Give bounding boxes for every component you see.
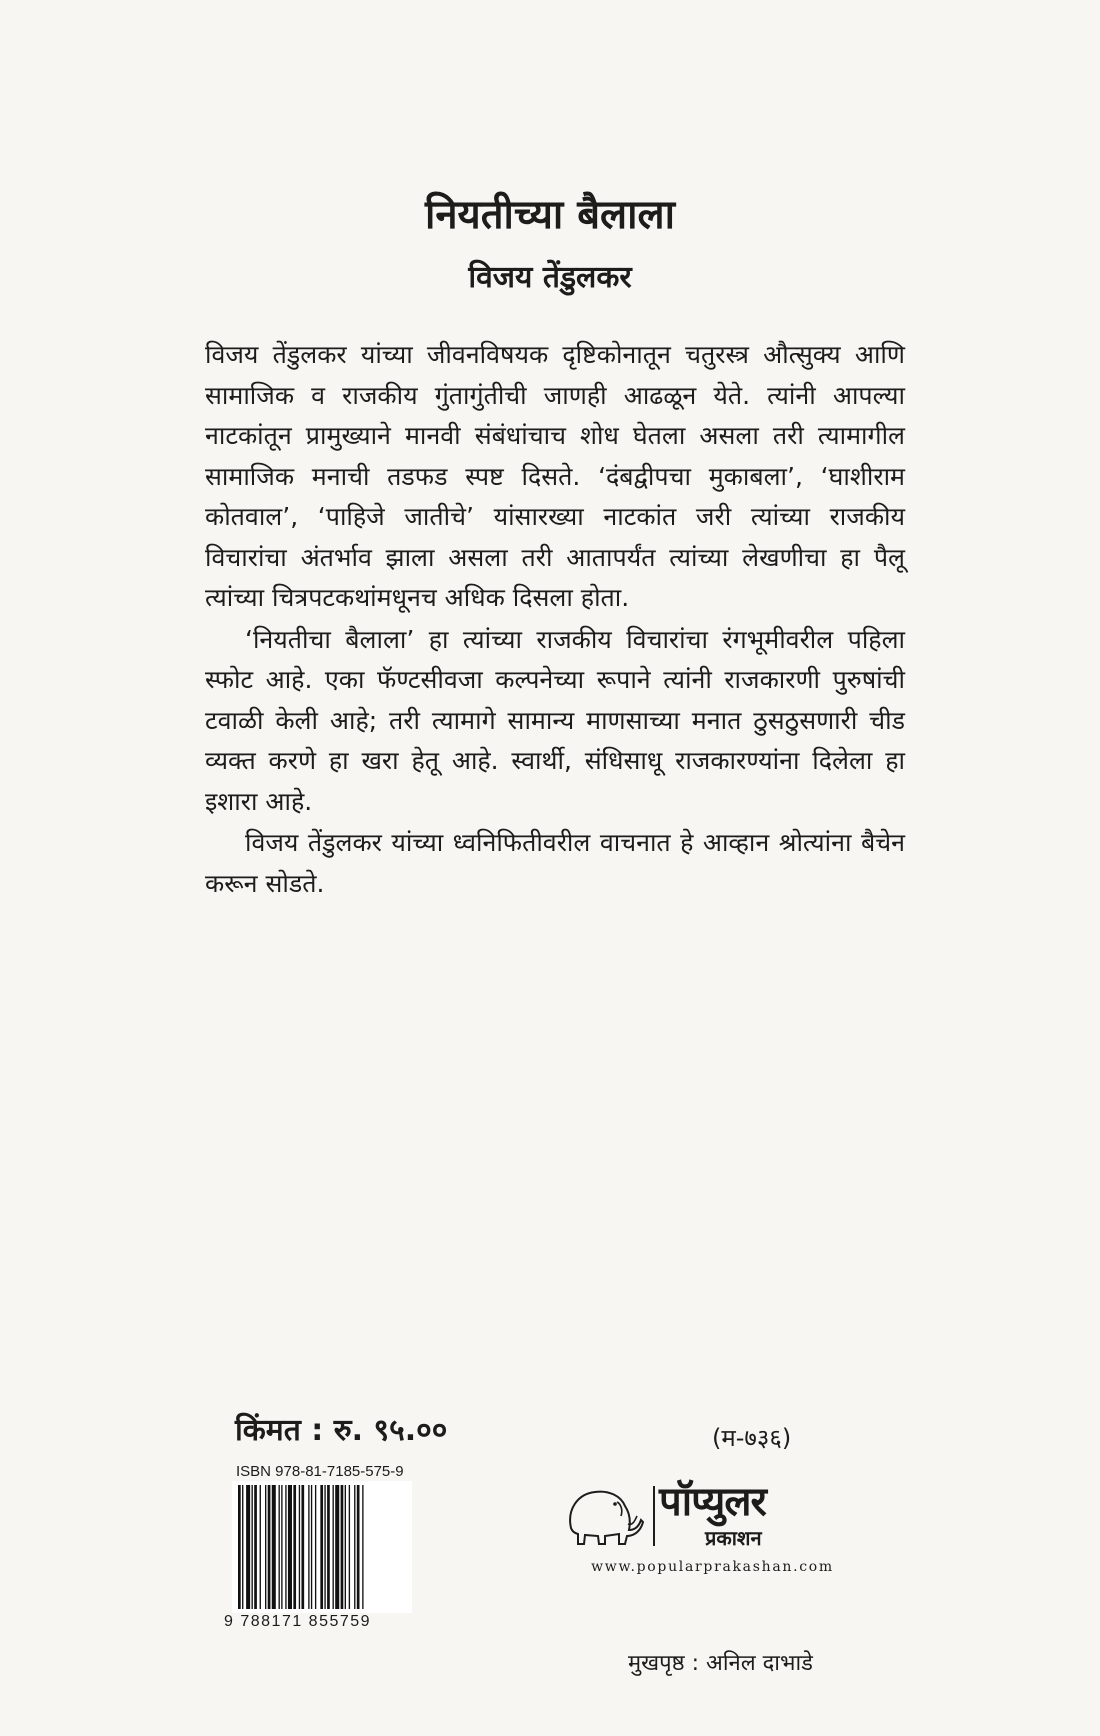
barcode-bar <box>301 1485 304 1609</box>
barcode-digits: 9 788171 855759 <box>224 1613 372 1630</box>
barcode-bar <box>345 1485 346 1609</box>
barcode-bar <box>254 1485 257 1609</box>
barcode-bar <box>242 1485 243 1609</box>
blurb-paragraph: ‘नियतीचा बैलाला’ हा त्यांच्या राजकीय विचारांचा रंगभूमीवरील पहिला स्फोट आहे. एका फॅण्टसीवजा कल्पनेच्या रूपाने त्यांनी राजकारणी पुरुषांची टवाळी केली आहे; तरी त्यामागे सामान्य माणसाच्या मनात ठुसठुसणारी चीड व्यक्त करणे हा खरा हेतू आहे. स्वार्थी, संधिसाधू राजकारण्यांना दिलेला हा इशारा आहे. <box>205 624 905 816</box>
barcode-bar <box>285 1485 286 1609</box>
publisher-logo[interactable] <box>565 1480 860 1580</box>
isbn-label: ISBN 978-81-7185-575-9 <box>236 1463 404 1480</box>
barcode-bar <box>315 1485 316 1609</box>
barcode-bar <box>357 1485 360 1609</box>
barcode <box>232 1481 412 1613</box>
elephant-icon <box>565 1480 645 1546</box>
publisher-divider <box>653 1486 655 1546</box>
book-title: नियतीच्या बैलाला <box>424 192 676 238</box>
publisher-url[interactable]: www.popularprakashan.com <box>591 1559 834 1575</box>
barcode-bar <box>268 1485 271 1609</box>
barcode-bar <box>311 1485 312 1609</box>
blurb-paragraph: विजय तेंडुलकर यांच्या जीवनविषयक दृष्टिकोनातून चतुरस्त्र औत्सुक्य आणि सामाजिक व राजकीय गुंतागुंतीची जाणही आढळून येते. त्यांनी आपल्या नाटकांतून प्रामुख्याने मानवी संबंधांचाच शोध घेतला असला तरी त्यामागील सामाजिक मनाची तडफड स्पष्ट दिसते. ‘दंबद्वीपचा मुकाबला’, ‘घाशीराम कोतवाल’, ‘पाहिजे जातीचे’ यांसारख्या नाटकांत जरी त्यांच्या राजकीय विचारांचा अंतर्भाव झाला असला तरी आतापर्यंत त्यांच्या लेखणीचा हा पैलू त्यांच्या चित्रपटकथांमधूनच अधिक दिसला होता. <box>205 340 905 612</box>
publisher-subtitle: प्रकाशन <box>705 1526 762 1550</box>
barcode-bar <box>299 1485 300 1609</box>
barcode-bar <box>320 1485 323 1609</box>
blurb <box>205 335 905 904</box>
barcode-bar <box>341 1485 344 1609</box>
barcode-bar <box>293 1485 296 1609</box>
barcode-bar <box>246 1485 250 1609</box>
barcode-bar <box>288 1485 292 1609</box>
blurb-paragraph: विजय तेंडुलकर यांच्या ध्वनिफितीवरील वाचनात हे आव्हान श्रोत्यांना बैचेन करून सोडते. <box>205 828 905 898</box>
barcode-bar <box>252 1485 253 1609</box>
book-author: विजय तेंडुलकर <box>468 260 632 295</box>
barcode-bar <box>279 1485 280 1609</box>
barcode-bar <box>354 1485 355 1609</box>
cover-credit: मुखपृष्ठ : अनिल दाभाडे <box>628 1651 813 1676</box>
barcode-bar <box>324 1485 325 1609</box>
barcode-bar <box>281 1485 282 1609</box>
publisher-name: पॉप्युलर <box>659 1479 766 1525</box>
barcode-graphic <box>232 1481 412 1613</box>
barcode-bar <box>327 1485 330 1609</box>
barcode-bar <box>308 1485 309 1609</box>
barcode-bar <box>335 1485 339 1609</box>
barcode-bar <box>260 1485 261 1609</box>
price-label: किंमत : रु. ९५.०० <box>235 1413 448 1448</box>
catalog-code: (म-७३६) <box>712 1424 792 1452</box>
barcode-bar <box>238 1485 241 1609</box>
barcode-bar <box>349 1485 350 1609</box>
barcode-bar <box>265 1485 266 1609</box>
barcode-bar <box>333 1485 334 1609</box>
barcode-bar <box>362 1485 363 1609</box>
barcode-bar <box>272 1485 276 1609</box>
